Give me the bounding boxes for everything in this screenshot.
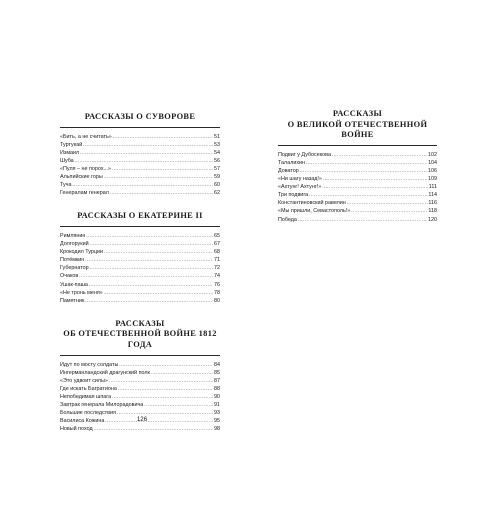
entry-title: Идут по мосту солдаты [60, 361, 119, 368]
entry-page: 54 [214, 149, 220, 156]
dot-leader [74, 157, 213, 165]
entry-title: Где искать Багратиона [60, 385, 117, 392]
dot-leader [85, 256, 213, 264]
entry-page: 93 [214, 410, 220, 417]
entry-title: Измаил [60, 149, 80, 156]
toc-entry [60, 281, 220, 289]
toc-entry [60, 401, 220, 409]
entry-page: 59 [214, 174, 220, 181]
entry-title: Шуба [60, 157, 74, 164]
dot-leader [347, 199, 428, 207]
section-title-line: О ВЕЛИКОЙ ОТЕЧЕСТВЕННОЙ ВОЙНЕ [287, 119, 428, 140]
dot-leader [332, 151, 427, 159]
entry-page: 72 [214, 265, 220, 272]
toc-entry [278, 167, 437, 175]
entry-title: «Мы пришли, Севастополь!» [278, 208, 351, 215]
entry-page: 67 [214, 241, 220, 248]
toc-entry [278, 159, 437, 167]
entry-title: Туртукай [60, 141, 83, 148]
dot-leader [83, 141, 213, 149]
dot-leader [93, 425, 213, 433]
toc-entry [60, 232, 220, 240]
entry-page: 68 [214, 249, 220, 256]
dot-leader [104, 173, 214, 181]
entry-title: Новый поход [60, 426, 93, 433]
entry-page: 62 [214, 190, 220, 197]
entry-title: «Бить, а не считать» [60, 133, 112, 140]
toc-entry [60, 361, 220, 369]
entry-page: 80 [214, 297, 220, 304]
toc-entry [278, 151, 437, 159]
toc-entry-list [60, 133, 220, 198]
dot-leader [104, 248, 213, 256]
entry-title: «Ни шагу назад!» [278, 176, 322, 183]
dot-leader [144, 401, 213, 409]
dot-leader [119, 361, 213, 369]
entry-page: 51 [214, 133, 220, 140]
toc-section-catherine [60, 211, 220, 304]
entry-page: 111 [428, 184, 437, 191]
entry-page: 106 [428, 167, 437, 174]
entry-title: Непобедимая шпага [60, 393, 112, 400]
toc-entry [60, 369, 220, 377]
entry-title: Талалихин [278, 159, 306, 166]
section-title [60, 211, 220, 222]
entry-page: 85 [214, 369, 220, 376]
dot-leader [80, 149, 213, 157]
section-title [60, 319, 220, 351]
dot-leader [89, 281, 214, 289]
entry-title: «Не тронь меня» [60, 289, 103, 296]
entry-page: 118 [428, 208, 437, 215]
dot-leader [351, 207, 428, 215]
toc-entry [60, 141, 220, 149]
entry-page: 74 [214, 273, 220, 280]
entry-title: Три подвига [278, 192, 309, 199]
entry-page: 57 [214, 165, 220, 172]
toc-entry [60, 385, 220, 393]
entry-title: Ушак-паша [60, 281, 88, 288]
dot-leader [112, 165, 213, 173]
dot-leader [322, 183, 428, 191]
toc-entry-list [278, 151, 437, 224]
entry-title: Победа [278, 216, 297, 223]
toc-entry [278, 175, 437, 183]
toc-entry [278, 207, 437, 215]
toc-entry [60, 189, 220, 197]
toc-entry [60, 240, 220, 248]
toc-left-column [60, 112, 220, 433]
toc-entry [60, 173, 220, 181]
toc-entry [278, 199, 437, 207]
entry-page: 120 [428, 216, 437, 223]
toc-entry [60, 425, 220, 433]
section-title-line: РАССКАЗЫ [115, 318, 165, 328]
entry-page: 88 [214, 385, 220, 392]
toc-entry [278, 191, 437, 199]
entry-page: 78 [214, 289, 220, 296]
entry-page: 91 [214, 402, 220, 409]
entry-page: 109 [428, 176, 437, 183]
section-title-line: ОБ ОТЕЧЕСТВЕННОЙ ВОЙНЕ 1812 ГОДА [63, 329, 217, 349]
entry-title: Крокодил Турции [60, 249, 103, 256]
entry-page: 90 [214, 393, 220, 400]
entry-title: Генералам генерал [60, 190, 109, 197]
dot-leader [86, 232, 213, 240]
page-number: 126 [136, 416, 148, 423]
toc-entry [60, 165, 220, 173]
dot-leader [151, 369, 214, 377]
section-divider [60, 226, 220, 227]
entry-title: «Ахтунг! Ахтунг!» [278, 184, 322, 191]
entry-page: 114 [428, 192, 437, 199]
toc-entry [278, 183, 437, 191]
entry-page: 71 [214, 257, 220, 264]
entry-title: Доватор [278, 167, 299, 174]
entry-page: 102 [428, 151, 437, 158]
entry-title: Большие последствия [60, 410, 116, 417]
entry-page: 76 [214, 281, 220, 288]
entry-page: 56 [214, 157, 220, 164]
toc-entry [60, 248, 220, 256]
entry-title: Туча [60, 182, 72, 189]
entry-title: Потёмкин [60, 257, 85, 264]
toc-entry [278, 216, 437, 224]
toc-entry [60, 133, 220, 141]
dot-leader [309, 191, 428, 199]
entry-title: Василиса Кожина [60, 418, 105, 425]
section-divider [60, 127, 220, 128]
toc-entry [60, 297, 220, 305]
entry-title: Константиновский равелин [278, 200, 346, 207]
toc-entry [60, 157, 220, 165]
dot-leader [85, 297, 213, 305]
dot-leader [118, 385, 214, 393]
section-title-line: РАССКАЗЫ О ЕКАТЕРИНЕ II [77, 211, 203, 221]
dot-leader [306, 159, 427, 167]
dot-leader [300, 167, 428, 175]
entry-page: 98 [214, 426, 220, 433]
entry-page: 60 [214, 182, 220, 189]
dot-leader [112, 393, 213, 401]
dot-leader [89, 264, 213, 272]
dot-leader [298, 216, 427, 224]
dot-leader [323, 175, 427, 183]
toc-section-suvorov [60, 112, 220, 197]
toc-entry [60, 272, 220, 280]
entry-title: Очаков [60, 273, 79, 280]
section-title [278, 109, 437, 141]
entry-title: Губернатор [60, 265, 89, 272]
toc-entry [60, 393, 220, 401]
entry-title: Долгорукий [60, 241, 89, 248]
dot-leader [110, 189, 214, 197]
toc-entry [60, 149, 220, 157]
entry-title: Памятник [60, 297, 85, 304]
toc-section-great-patriotic-war [278, 109, 437, 224]
dot-leader [113, 133, 214, 141]
dot-leader [89, 240, 213, 248]
section-spacer [60, 305, 220, 319]
entry-page: 65 [214, 232, 220, 239]
toc-entry [60, 256, 220, 264]
dot-leader [109, 377, 213, 385]
entry-page: 87 [214, 377, 220, 384]
dot-leader [79, 272, 213, 280]
toc-right-column [278, 109, 437, 224]
entry-title: Альпийские горы [60, 174, 103, 181]
dot-leader [104, 289, 214, 297]
section-divider [278, 145, 437, 146]
entry-page: 116 [428, 200, 437, 207]
entry-page: 53 [214, 141, 220, 148]
entry-title: Ингерманландский драгунский полк [60, 369, 150, 376]
dot-leader [72, 181, 213, 189]
section-title-line: РАССКАЗЫ [332, 109, 383, 118]
toc-entry [60, 377, 220, 385]
section-spacer [60, 197, 220, 211]
toc-entry [60, 181, 220, 189]
toc-entry [60, 289, 220, 297]
toc-entry [60, 264, 220, 272]
entry-title: Подвиг у Дубосекова [278, 151, 331, 158]
section-title [60, 112, 220, 123]
entry-title: «Пуля – не порох...» [60, 165, 112, 172]
entry-title: «Это удвоит силы» [60, 377, 108, 384]
entry-page: 104 [428, 159, 437, 166]
entry-page: 95 [214, 418, 220, 425]
toc-entry-list [60, 232, 220, 305]
section-divider [60, 355, 220, 356]
section-title-line: РАССКАЗЫ О СУВОРОВЕ [84, 112, 196, 121]
entry-title: Завтрак генерала Милорадовича [60, 402, 144, 409]
entry-title: Римлянин [60, 232, 86, 239]
entry-page: 84 [214, 361, 220, 368]
